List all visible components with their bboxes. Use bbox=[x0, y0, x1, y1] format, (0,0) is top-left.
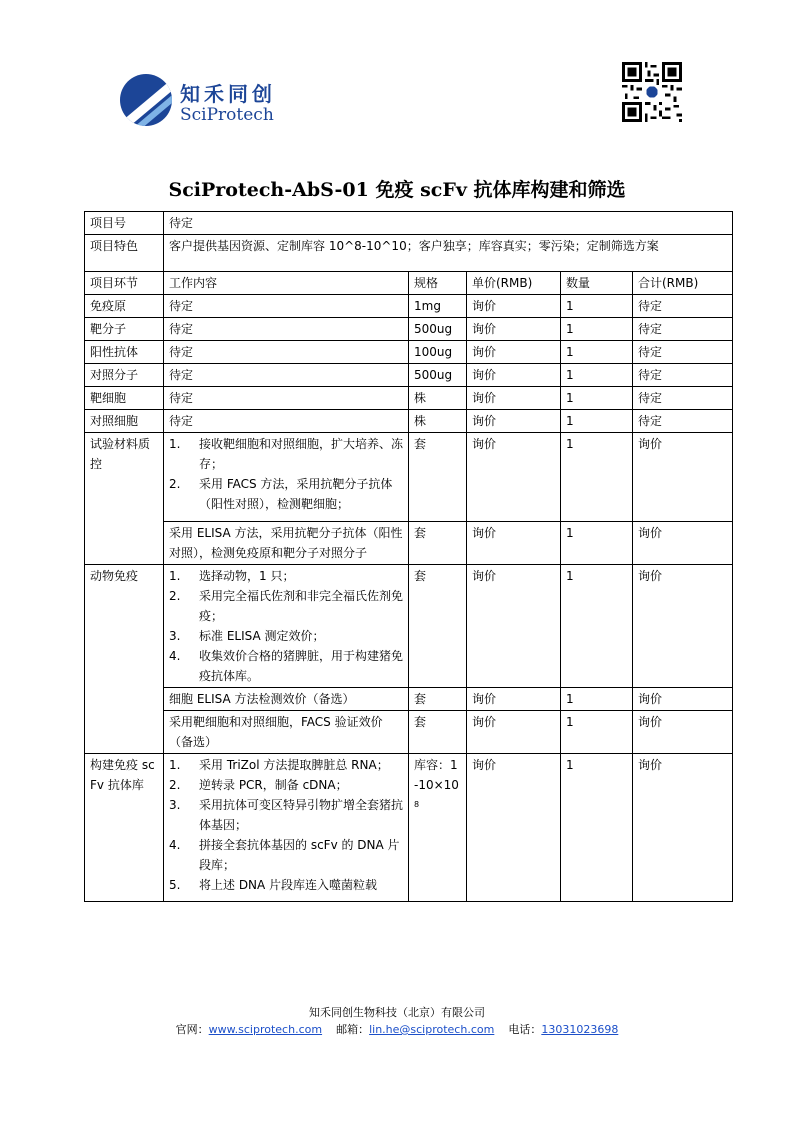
library-capacity-exponent: 8 bbox=[414, 800, 420, 809]
library-capacity: 库容：1-10×10 bbox=[414, 758, 459, 792]
spec-cell: 500ug bbox=[409, 364, 467, 387]
price-cell: 询价 bbox=[467, 522, 561, 565]
table-row bbox=[85, 235, 733, 272]
stage-cell: 免疫原 bbox=[85, 295, 164, 318]
content-cell: 待定 bbox=[164, 410, 409, 433]
column-header: 数量 bbox=[561, 272, 633, 295]
table-header-row bbox=[85, 272, 733, 295]
total-cell: 询价 bbox=[633, 754, 733, 902]
price-cell: 询价 bbox=[467, 565, 561, 688]
qty-cell: 1 bbox=[561, 295, 633, 318]
website-link[interactable]: www.sciprotech.com bbox=[208, 1023, 323, 1036]
total-cell: 询价 bbox=[633, 433, 733, 522]
content-cell: 待定 bbox=[164, 295, 409, 318]
spec-cell: 套 bbox=[409, 711, 467, 754]
table-row bbox=[85, 341, 733, 364]
stage-cell: 阳性抗体 bbox=[85, 341, 164, 364]
list-item: 标准 ELISA 测定效价； bbox=[199, 629, 325, 643]
phone-label: 电话： bbox=[508, 1023, 542, 1036]
column-header: 合计(RMB) bbox=[633, 272, 733, 295]
table-row bbox=[85, 688, 733, 711]
footer-contacts bbox=[0, 1022, 794, 1038]
stage-cell: 靶细胞 bbox=[85, 387, 164, 410]
qty-cell: 1 bbox=[561, 754, 633, 902]
price-cell: 询价 bbox=[467, 711, 561, 754]
qty-cell: 1 bbox=[561, 410, 633, 433]
price-cell: 询价 bbox=[467, 688, 561, 711]
content-cell bbox=[164, 754, 409, 902]
column-header: 规格 bbox=[409, 272, 467, 295]
qty-cell: 1 bbox=[561, 711, 633, 754]
qty-cell: 1 bbox=[561, 522, 633, 565]
list-item: 采用 FACS 方法，采用抗靶分子抗体（阳性对照），检测靶细胞； bbox=[199, 477, 393, 511]
project-no-value: 待定 bbox=[164, 212, 733, 235]
content-cell: 待定 bbox=[164, 387, 409, 410]
total-cell: 询价 bbox=[633, 522, 733, 565]
list-item: 采用完全福氏佐剂和非完全福氏佐剂免疫； bbox=[199, 589, 404, 623]
price-cell: 询价 bbox=[467, 433, 561, 522]
project-no-label: 项目号 bbox=[85, 212, 164, 235]
features-label: 项目特色 bbox=[85, 235, 164, 272]
content-cell bbox=[164, 433, 409, 522]
phone-link[interactable]: 13031023698 bbox=[541, 1023, 619, 1036]
mail-label: 邮箱： bbox=[336, 1023, 370, 1036]
qty-cell: 1 bbox=[561, 433, 633, 522]
table-row bbox=[85, 433, 733, 522]
price-cell: 询价 bbox=[467, 341, 561, 364]
price-cell: 询价 bbox=[467, 410, 561, 433]
quotation-table bbox=[84, 211, 733, 902]
table-row bbox=[85, 711, 733, 754]
qc-steps-list bbox=[169, 434, 403, 514]
spec-cell: 株 bbox=[409, 410, 467, 433]
table-row bbox=[85, 754, 733, 902]
spec-cell: 套 bbox=[409, 522, 467, 565]
company-logo bbox=[118, 72, 318, 132]
content-cell: 采用 ELISA 方法，采用抗靶分子抗体（阳性对照），检测免疫原和靶分子对照分子 bbox=[164, 522, 409, 565]
price-cell: 询价 bbox=[467, 364, 561, 387]
table-row bbox=[85, 318, 733, 341]
table-row bbox=[85, 410, 733, 433]
content-cell: 细胞 ELISA 方法检测效价（备选） bbox=[164, 688, 409, 711]
stage-cell: 靶分子 bbox=[85, 318, 164, 341]
spec-cell: 套 bbox=[409, 565, 467, 688]
content-cell: 待定 bbox=[164, 364, 409, 387]
spec-cell: 株 bbox=[409, 387, 467, 410]
total-cell: 待定 bbox=[633, 387, 733, 410]
content-cell: 采用靶细胞和对照细胞，FACS 验证效价（备选） bbox=[164, 711, 409, 754]
column-header: 工作内容 bbox=[164, 272, 409, 295]
list-item: 逆转录 PCR，制备 cDNA； bbox=[199, 778, 348, 792]
stage-cell: 构建免疫 scFv 抗体库 bbox=[85, 754, 164, 902]
table-row bbox=[85, 295, 733, 318]
list-item: 收集效价合格的猪脾脏，用于构建猪免疫抗体库。 bbox=[199, 649, 404, 683]
logo-english-name: SciProtech bbox=[180, 105, 274, 125]
qty-cell: 1 bbox=[561, 387, 633, 410]
price-cell: 询价 bbox=[467, 295, 561, 318]
total-cell: 询价 bbox=[633, 565, 733, 688]
email-link[interactable]: lin.he@sciprotech.com bbox=[369, 1023, 495, 1036]
library-steps-list bbox=[169, 755, 403, 895]
qty-cell: 1 bbox=[561, 565, 633, 688]
total-cell: 待定 bbox=[633, 295, 733, 318]
list-item: 采用抗体可变区特异引物扩增全套猪抗体基因； bbox=[199, 798, 404, 832]
stage-cell: 动物免疫 bbox=[85, 565, 164, 754]
logo-chinese-name: 知禾同创 bbox=[180, 82, 276, 106]
price-cell: 询价 bbox=[467, 387, 561, 410]
features-value: 客户提供基因资源、定制库容 10^8-10^10；客户独享；库容真实；零污染；定制筛选方案 bbox=[164, 235, 733, 272]
footer-company: 知禾同创生物科技（北京）有限公司 bbox=[309, 1006, 485, 1019]
qty-cell: 1 bbox=[561, 341, 633, 364]
stage-cell: 对照细胞 bbox=[85, 410, 164, 433]
table-row bbox=[85, 212, 733, 235]
content-cell: 待定 bbox=[164, 341, 409, 364]
price-cell: 询价 bbox=[467, 754, 561, 902]
total-cell: 询价 bbox=[633, 688, 733, 711]
document-title: SciProtech-AbS-01 免疫 scFv 抗体库构建和筛选 bbox=[168, 179, 626, 201]
content-cell: 待定 bbox=[164, 318, 409, 341]
price-cell: 询价 bbox=[467, 318, 561, 341]
list-item: 将上述 DNA 片段库连入噬菌粒载 bbox=[199, 878, 378, 892]
list-item: 接收靶细胞和对照细胞，扩大培养、冻存； bbox=[199, 437, 404, 471]
total-cell: 询价 bbox=[633, 711, 733, 754]
qr-code-icon bbox=[622, 62, 682, 122]
table-row bbox=[85, 364, 733, 387]
logo-mark-icon bbox=[120, 74, 172, 126]
spec-cell: 100ug bbox=[409, 341, 467, 364]
total-cell: 待定 bbox=[633, 410, 733, 433]
stage-cell: 试验材料质控 bbox=[85, 433, 164, 565]
spec-cell: 套 bbox=[409, 433, 467, 522]
qty-cell: 1 bbox=[561, 318, 633, 341]
spec-cell: 1mg bbox=[409, 295, 467, 318]
table-row bbox=[85, 387, 733, 410]
spec-cell bbox=[409, 754, 467, 902]
list-item: 采用 TriZol 方法提取脾脏总 RNA； bbox=[199, 758, 389, 772]
table-row bbox=[85, 565, 733, 688]
immune-steps-list bbox=[169, 566, 403, 686]
qty-cell: 1 bbox=[561, 688, 633, 711]
stage-cell: 对照分子 bbox=[85, 364, 164, 387]
list-item: 拼接全套抗体基因的 scFv 的 DNA 片段库； bbox=[199, 838, 400, 872]
qty-cell: 1 bbox=[561, 364, 633, 387]
spec-cell: 500ug bbox=[409, 318, 467, 341]
total-cell: 待定 bbox=[633, 341, 733, 364]
column-header: 项目环节 bbox=[85, 272, 164, 295]
column-header: 单价(RMB) bbox=[467, 272, 561, 295]
spec-cell: 套 bbox=[409, 688, 467, 711]
total-cell: 待定 bbox=[633, 318, 733, 341]
total-cell: 待定 bbox=[633, 364, 733, 387]
list-item: 选择动物，1 只； bbox=[199, 569, 295, 583]
table-row bbox=[85, 522, 733, 565]
site-label: 官网： bbox=[175, 1023, 209, 1036]
content-cell bbox=[164, 565, 409, 688]
